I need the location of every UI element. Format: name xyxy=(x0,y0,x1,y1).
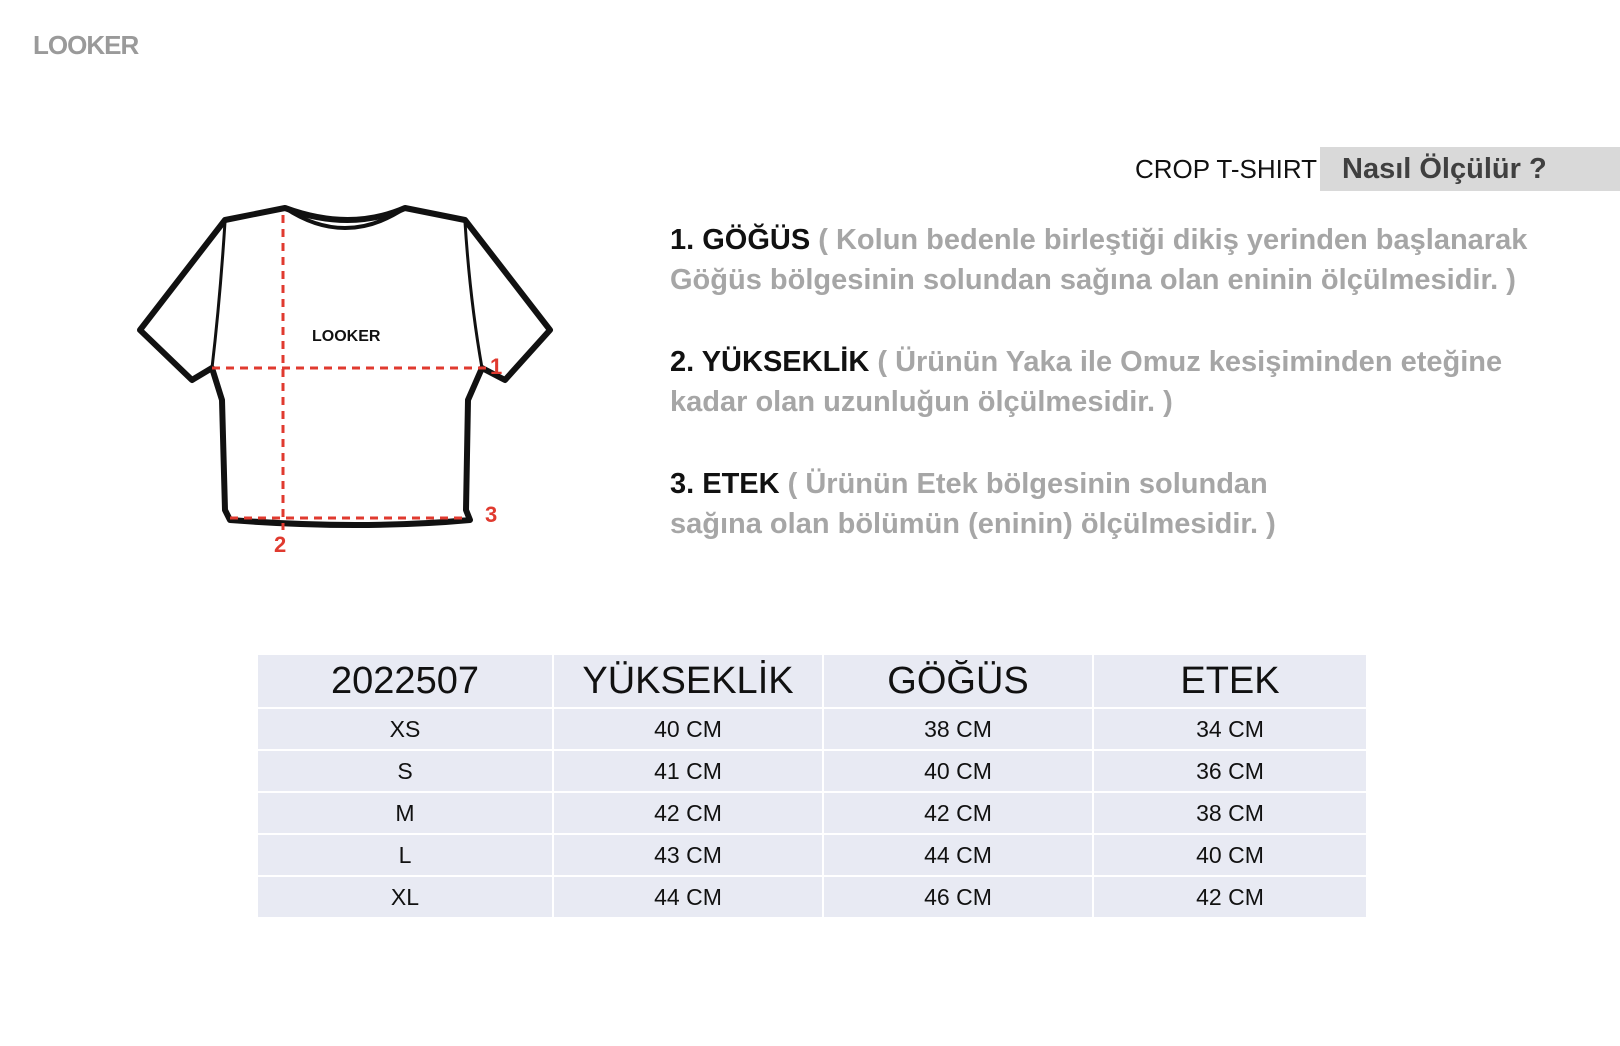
chest-cell: 46 CM xyxy=(823,876,1093,918)
brand-logo: LOOKER xyxy=(33,30,139,60)
desc-hem-line1: ( Ürünün Etek bölgesinin solundan xyxy=(779,468,1268,500)
table-row xyxy=(257,708,1367,750)
header-height: YÜKSEKLİK xyxy=(553,654,823,708)
desc-height-line2: kadar olan uzunluğun ölçülmesidir. ) xyxy=(670,386,1173,418)
desc-chest xyxy=(670,220,1590,300)
marker-1: 1 xyxy=(490,354,503,379)
header-product-code: 2022507 xyxy=(257,654,553,708)
product-title-row xyxy=(1135,147,1331,191)
desc-hem xyxy=(670,464,1590,544)
table-header-row xyxy=(257,654,1367,708)
shirt-logo: LOOKER xyxy=(312,328,381,345)
desc-chest-line2: Göğüs bölgesinin solundan sağına olan eninin ölçülmesidir. ) xyxy=(670,264,1516,296)
chest-cell: 44 CM xyxy=(823,834,1093,876)
hem-cell: 38 CM xyxy=(1093,792,1367,834)
size-chart-table xyxy=(256,653,1368,919)
chest-cell: 38 CM xyxy=(823,708,1093,750)
hem-cell: 42 CM xyxy=(1093,876,1367,918)
chest-cell: 40 CM xyxy=(823,750,1093,792)
how-to-measure-badge xyxy=(1320,147,1620,191)
marker-3: 3 xyxy=(485,502,498,527)
height-cell: 41 CM xyxy=(553,750,823,792)
height-cell: 40 CM xyxy=(553,708,823,750)
desc-height xyxy=(670,342,1590,422)
header-hem: ETEK xyxy=(1093,654,1367,708)
size-cell: M xyxy=(257,792,553,834)
table-row xyxy=(257,750,1367,792)
hem-cell: 34 CM xyxy=(1093,708,1367,750)
height-cell: 44 CM xyxy=(553,876,823,918)
desc-height-head: 2. YÜKSEKLİK xyxy=(670,346,870,378)
height-cell: 42 CM xyxy=(553,792,823,834)
hem-cell: 36 CM xyxy=(1093,750,1367,792)
desc-chest-line1: ( Kolun bedenle birleştiği dikiş yerinden başlanarak xyxy=(810,224,1528,256)
header-chest: GÖĞÜS xyxy=(823,654,1093,708)
table-row xyxy=(257,876,1367,918)
table-row xyxy=(257,792,1367,834)
marker-2: 2 xyxy=(274,532,287,557)
chest-cell: 42 CM xyxy=(823,792,1093,834)
hem-cell: 40 CM xyxy=(1093,834,1367,876)
product-name: CROP T-SHIRT xyxy=(1135,153,1318,184)
size-cell: XL xyxy=(257,876,553,918)
how-to-measure-label: Nasıl Ölçülür ? xyxy=(1342,153,1547,185)
desc-height-line1: ( Ürünün Yaka ile Omuz kesişiminden eteğine xyxy=(869,346,1503,378)
size-cell: S xyxy=(257,750,553,792)
desc-hem-line2: sağına olan bölümün (eninin) ölçülmesidir. ) xyxy=(670,508,1276,540)
desc-hem-head: 3. ETEK xyxy=(670,468,780,500)
size-cell: XS xyxy=(257,708,553,750)
desc-chest-head: 1. GÖĞÜS xyxy=(670,224,811,256)
height-cell: 43 CM xyxy=(553,834,823,876)
table-row xyxy=(257,834,1367,876)
size-cell: L xyxy=(257,834,553,876)
tshirt-measure-diagram xyxy=(130,200,570,580)
